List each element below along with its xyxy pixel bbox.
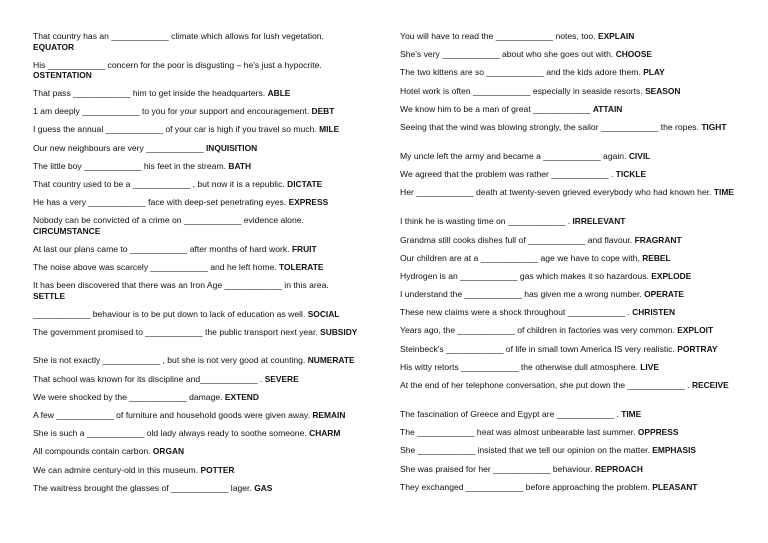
exercise-item <box>33 446 363 464</box>
exercise-item <box>33 392 363 410</box>
exercise-item <box>400 271 735 289</box>
exercise-sentence: Hotel work is often ____________ especially in seaside resorts. <box>400 85 643 96</box>
exercise-keyword: DEBT <box>311 106 335 117</box>
exercise-keyword: TICKLE <box>615 169 647 180</box>
exercise-sentence: A few ____________ of furniture and household goods were given away. <box>33 409 310 420</box>
exercise-item <box>400 380 735 409</box>
exercise-sentence: The two kittens are so ____________ and the kids adore them. <box>400 67 641 78</box>
exercise-item <box>400 122 735 151</box>
exercise-sentence: Grandma still cooks dishes full of ____________ and flavour. <box>400 234 633 245</box>
exercise-keyword: REMAIN <box>312 409 346 420</box>
exercise-sentence: The noise above was scarcely ____________ and he left home. <box>33 262 277 272</box>
exercise-item <box>33 374 363 392</box>
exercise-keyword: CHARM <box>309 428 341 439</box>
exercise-item <box>400 362 735 380</box>
exercise-keyword: TIME <box>713 187 734 198</box>
exercise-item <box>33 483 363 501</box>
exercise-keyword: EXPRESS <box>288 197 329 208</box>
exercise-sentence: The fascination of Greece and Egypt are ____________ . <box>400 409 619 419</box>
exercise-item <box>33 88 363 106</box>
exercise-keyword: IRRELEVANT <box>572 216 626 227</box>
exercise-sentence: You will have to read the ____________ notes, too. <box>400 31 596 41</box>
exercise-keyword: OPERATE <box>644 289 685 300</box>
exercise-item <box>400 67 735 85</box>
left-column <box>33 31 363 501</box>
exercise-keyword: REPROACH <box>594 463 643 474</box>
exercise-keyword: SETTLE <box>33 290 66 301</box>
exercise-sentence: We agreed that the problem was rather ____________ . <box>400 169 614 180</box>
exercise-item <box>33 465 363 483</box>
exercise-item <box>400 49 735 67</box>
exercise-item <box>400 289 735 307</box>
exercise-sentence: Years ago, the ____________ of children in factories was very common. <box>400 325 675 336</box>
exercise-sentence: That country has an ____________ climate which allows for lush vegetation. <box>33 31 324 41</box>
exercise-keyword: SEASON <box>645 85 681 96</box>
exercise-sentence: He has a very ____________ face with deep-set penetrating eyes. <box>33 197 287 208</box>
exercise-keyword: FRAGRANT <box>634 234 682 245</box>
exercise-item <box>33 179 363 197</box>
exercise-sentence: Our children are at a ____________ age we have to cope with, <box>400 252 640 263</box>
exercise-sentence: Nobody can be convicted of a crime on ____________ evidence alone. <box>33 215 304 226</box>
exercise-sentence: The waitress brought the glasses of ____________ lager. <box>33 482 252 493</box>
exercise-item <box>400 427 735 445</box>
exercise-item <box>400 464 735 482</box>
exercise-sentence: The ____________ heat was almost unbearable last summer. <box>400 427 636 438</box>
exercise-item <box>33 428 363 446</box>
exercise-keyword: GAS <box>254 482 273 493</box>
exercise-item <box>400 104 735 122</box>
exercise-sentence: I think he is wasting time on ____________ . <box>400 216 571 227</box>
exercise-sentence: Her ____________ death at twenty-seven grieved everybody who had known her. <box>400 187 712 198</box>
exercise-keyword: EXPLOIT <box>677 325 714 336</box>
exercise-sentence: They exchanged ____________ before approaching the problem. <box>400 481 650 492</box>
exercise-sentence: Hydrogen is an ____________ gas which makes it so hazardous. <box>400 270 649 281</box>
exercise-item <box>33 262 363 280</box>
exercise-item <box>33 31 363 60</box>
exercise-keyword: SUBSIDY <box>320 326 358 337</box>
exercise-keyword: MILE <box>319 124 340 135</box>
exercise-keyword: EXTEND <box>224 391 259 402</box>
exercise-item <box>400 307 735 325</box>
exercise-item <box>400 216 735 234</box>
exercise-item <box>33 106 363 124</box>
exercise-sentence: That pass ____________ him to get inside the headquarters. <box>33 88 266 98</box>
exercise-keyword: EXPLAIN <box>597 31 635 41</box>
exercise-item <box>33 161 363 179</box>
exercise-keyword: CHOOSE <box>615 49 652 60</box>
exercise-keyword: PLEASANT <box>652 481 698 492</box>
exercise-sentence: She was praised for her ____________ behaviour. <box>400 463 593 474</box>
exercise-item <box>400 325 735 343</box>
exercise-item <box>33 327 363 356</box>
exercise-sentence: Our new neighbours are very ____________ <box>33 142 204 153</box>
exercise-keyword: TIGHT <box>701 121 727 132</box>
exercise-keyword: OPPRESS <box>637 427 679 438</box>
exercise-item <box>400 482 735 500</box>
exercise-item <box>33 244 363 262</box>
exercise-keyword: BATH <box>228 160 252 171</box>
exercise-keyword: PLAY <box>643 67 665 78</box>
exercise-sentence: It has been discovered that there was an Iron Age ____________ in this area. <box>33 280 329 291</box>
exercise-item <box>400 253 735 271</box>
exercise-sentence: His witty retorts ____________ the otherwise dull atmosphere. <box>400 361 638 372</box>
exercise-sentence: The government promised to ____________ the public transport next year. <box>33 326 318 337</box>
exercise-sentence: We know him to be a man of great ____________ <box>400 103 591 114</box>
exercise-keyword: EMPHASIS <box>652 445 697 456</box>
exercise-item <box>33 60 363 89</box>
exercise-sentence: We can admire century-old in this museum. <box>33 464 199 475</box>
exercise-item <box>400 344 735 362</box>
exercise-sentence: She's very ____________ about who she goes out with. <box>400 49 614 60</box>
exercise-keyword: ABLE <box>267 88 291 98</box>
exercise-keyword: PORTRAY <box>677 343 718 354</box>
exercise-item <box>33 355 363 373</box>
exercise-item <box>400 409 735 427</box>
exercise-sentence: My uncle left the army and became a ____________ again. <box>400 150 627 161</box>
exercise-sentence: I guess the annual ____________ of your car is high if you travel so much. <box>33 124 317 135</box>
exercise-item <box>33 410 363 428</box>
exercise-sentence: At the end of her telephone conversation, she put down the ____________ . <box>400 380 690 390</box>
exercise-item <box>400 31 735 49</box>
exercise-keyword: POTTER <box>200 464 235 475</box>
exercise-keyword: ORGAN <box>152 446 185 457</box>
exercise-sentence: The little boy ____________ his feet in the stream. <box>33 160 227 171</box>
exercise-keyword: SEVERE <box>264 373 299 384</box>
exercise-sentence: ____________ behaviour is to be put down to lack of education as well. <box>33 308 306 319</box>
exercise-keyword: LIVE <box>640 361 659 372</box>
exercise-sentence: Seeing that the wind was blowing strongly, the sailor ____________ the ropes. <box>400 121 699 132</box>
exercise-keyword: FRUIT <box>291 243 317 254</box>
right-column <box>400 31 735 500</box>
exercise-sentence: Steinbeck's ____________ of life in small town America IS very realistic. <box>400 343 675 354</box>
exercise-keyword: RECEIVE <box>691 380 729 390</box>
exercise-keyword: NUMERATE <box>307 355 355 366</box>
exercise-item <box>400 235 735 253</box>
exercise-sentence: She ____________ insisted that we tell our opinion on the matter. <box>400 445 650 456</box>
exercise-item <box>33 197 363 215</box>
exercise-keyword: EQUATOR <box>33 41 75 52</box>
exercise-keyword: CIVIL <box>628 150 651 161</box>
exercise-keyword: INQUISITION <box>205 142 258 153</box>
exercise-keyword: TIME <box>621 409 642 419</box>
exercise-keyword: CHRISTEN <box>632 307 675 318</box>
exercise-sentence: All compounds contain carbon. <box>33 446 151 457</box>
exercise-item <box>400 187 735 216</box>
exercise-sentence: 1 am deeply ____________ to you for your support and encouragement. <box>33 106 310 117</box>
exercise-sentence: We were shocked by the ____________ damage. <box>33 391 223 402</box>
exercise-item <box>33 124 363 142</box>
exercise-keyword: CIRCUMSTANCE <box>33 225 101 236</box>
exercise-sentence: His ____________ concern for the poor is disgusting – he's just a hypocrite. <box>33 59 322 70</box>
exercise-sentence: She is such a ____________ old lady always ready to soothe someone. <box>33 428 307 439</box>
exercise-keyword: SOCIAL <box>307 308 340 319</box>
exercise-item <box>33 309 363 327</box>
exercise-keyword: DICTATE <box>287 178 323 189</box>
exercise-keyword: EXPLODE <box>651 270 692 281</box>
exercise-item <box>400 151 735 169</box>
exercise-sentence: At last our plans came to ____________ after months of hard work. <box>33 243 290 254</box>
exercise-item <box>33 143 363 161</box>
exercise-item <box>400 169 735 187</box>
exercise-item <box>33 280 363 309</box>
exercise-keyword: REBEL <box>642 252 671 263</box>
exercise-item <box>400 86 735 104</box>
exercise-keyword: OSTENTATION <box>33 70 92 81</box>
exercise-item <box>400 445 735 463</box>
exercise-keyword: ATTAIN <box>592 103 623 114</box>
exercise-sentence: I understand the ____________ has given me a wrong number. <box>400 289 642 300</box>
exercise-keyword: TOLERATE <box>279 262 324 272</box>
exercise-sentence: That country used to be a ____________ , but now it is a republic. <box>33 178 285 189</box>
exercise-sentence: That school was known for its discipline and____________ . <box>33 373 263 384</box>
exercise-sentence: These new claims were a shock throughout ____________ . <box>400 307 630 318</box>
exercise-item <box>33 215 363 244</box>
exercise-sentence: She is not exactly ____________ , but she is not very good at counting. <box>33 355 306 366</box>
